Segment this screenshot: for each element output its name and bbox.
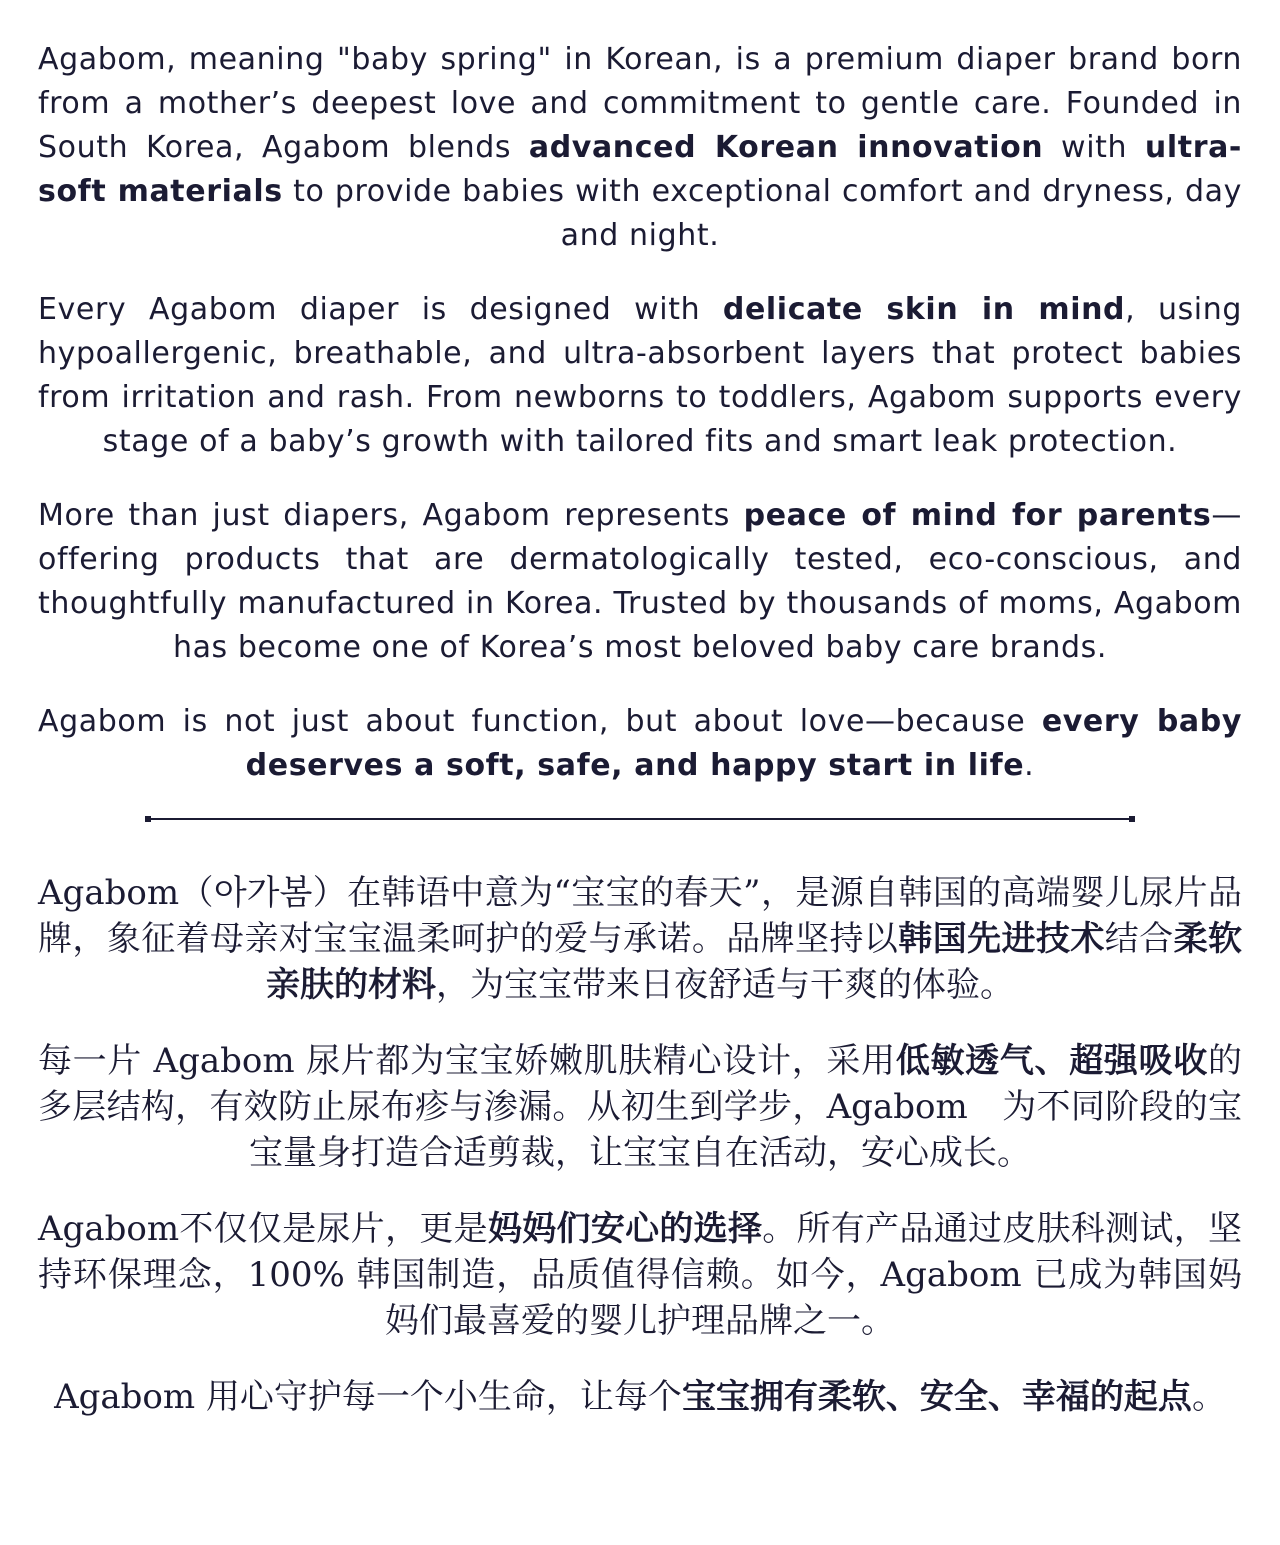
emphasis-text: 低敏透气、超强吸收 (895, 1041, 1208, 1081)
text-span: Every Agabom diaper is designed with (38, 292, 723, 327)
text-span: . (1024, 748, 1035, 783)
text-span: 结合 (1104, 919, 1174, 959)
english-paragraph-1 (38, 38, 1242, 258)
text-span: , using hypoallergenic, breathable, and ultra-absorbent layers that protect babies from irritation and rash. From newborns to toddlers, Agabom supports every stage of a baby’s growth with tailored fits and smart leak protection. (38, 292, 1243, 459)
english-paragraph-2 (38, 288, 1242, 464)
text-span: with (1043, 130, 1145, 165)
text-span: to provide babies with exceptional comfort and dryness, day and night. (282, 174, 1242, 253)
emphasis-text: delicate skin in mind (722, 292, 1126, 327)
text-span: Agabom is not just about function, but about love—because (38, 704, 1042, 739)
english-paragraph-4 (38, 700, 1242, 788)
text-span: —offering products that are dermatologically tested, eco-conscious, and thoughtfully manufactured in Korea. Trusted by thousands of moms, Agabom has become one of Korea’s most beloved baby care brands. (38, 498, 1242, 665)
divider-end-dot (1129, 816, 1135, 822)
text-span: More than just diapers, Agabom represents (38, 498, 744, 533)
emphasis-text: 妈妈们安心的选择 (487, 1209, 763, 1249)
emphasis-text: advanced Korean innovation (528, 130, 1044, 165)
chinese-paragraph-1 (38, 870, 1242, 1008)
emphasis-text: 宝宝拥有柔软、安全、幸福的起点 (681, 1377, 1192, 1417)
text-span: Agabom, meaning "baby spring" in Korean, is a premium diaper brand born from a mother’s deepest love and commitment to gentle care. Founded in South Korea, Agabom blends (38, 42, 1242, 165)
english-paragraph-3 (38, 494, 1242, 670)
text-span: 。 (1191, 1377, 1226, 1417)
text-span: Agabom 用心守护每一个小生命，让每个 (54, 1377, 682, 1417)
chinese-paragraph-3 (38, 1206, 1242, 1344)
chinese-paragraph-2 (38, 1038, 1242, 1176)
text-span: 的多层结构，有效防止尿布疹与渗漏。从初生到学步，Agabom 为不同阶段的宝宝量身打造合适剪裁，让宝宝自在活动，安心成长。 (38, 1041, 1242, 1173)
emphasis-text: peace of mind for parents (743, 498, 1212, 533)
text-span: 每一片 Agabom 尿片都为宝宝娇嫩肌肤精心设计，采用 (38, 1041, 896, 1081)
text-span: ，为宝宝带来日夜舒适与干爽的体验。 (436, 965, 1014, 1005)
text-span: 。所有产品通过皮肤科测试，坚持环保理念，100% 韩国制造，品质值得信赖。如今，Agabom 已成为韩国妈妈们最喜爱的婴儿护理品牌之一。 (38, 1209, 1243, 1341)
text-span: Agabom（아가봄）在韩语中意为“宝宝的春天”，是源自韩国的高端婴儿尿片品牌，象征着母亲对宝宝温柔呵护的爱与承诺。品牌坚持以 (38, 873, 1242, 959)
divider-end-dot (145, 816, 151, 822)
emphasis-text: ultra-soft materials (38, 130, 1242, 209)
chinese-paragraph-4 (38, 1374, 1242, 1420)
emphasis-text: 柔软亲肤的材料 (266, 919, 1243, 1005)
emphasis-text: 韩国先进技术 (898, 919, 1105, 959)
section-divider (148, 818, 1132, 820)
text-span: Agabom不仅仅是尿片，更是 (38, 1209, 488, 1249)
emphasis-text: every baby deserves a soft, safe, and happy start in life (245, 704, 1242, 783)
